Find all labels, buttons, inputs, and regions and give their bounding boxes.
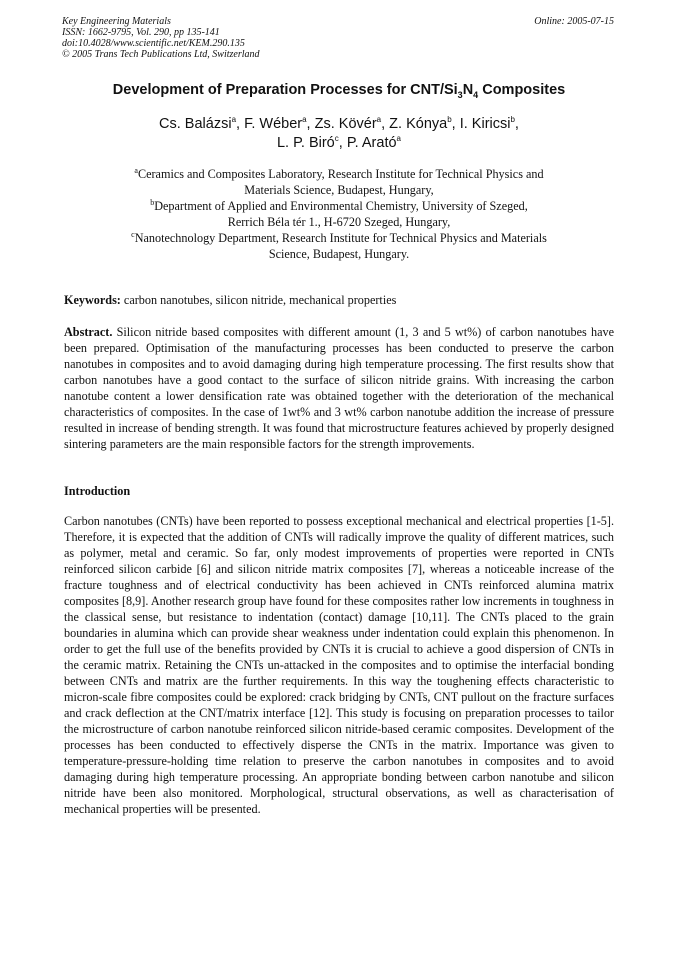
- affiliation-c: [64, 230, 614, 262]
- keywords-text: carbon nanotubes, silicon nitride, mechanical properties: [120, 293, 397, 307]
- affil-line: Nanotechnology Department, Research Institute for Technical Physics and Materials: [134, 231, 547, 245]
- abstract-label: Abstract.: [64, 325, 113, 339]
- author-affil-mark: a: [302, 115, 307, 125]
- title-subscript: 3: [457, 89, 463, 100]
- affil-mark: b: [150, 197, 155, 207]
- author-separator: ,: [514, 116, 519, 132]
- abstract-text: Silicon nitride based composites with different amount (1, 3 and 5 wt%) of carbon nanotubes have been prepared. Optimisation of the manufacturing processes has been conducted to preserve the carbon nanotubes in composites and to avoid damaging during high temperature processing. The first results show that carbon nanotubes have a good contact to the surface of silicon nitride grains. With increasing the carbon nanotube content a lower densification rate was obtained together with the deterioration of the mechanical characteristics of composites. In the case of 1wt% and 3 wt% carbon nanotube addition the increase of pressure resulted in increase of bending strength. It was found that microstructure features achieved by properly designed sintering parameters are the main responsible factors for the strength improvements.: [64, 325, 614, 451]
- author-affil-mark: a: [396, 134, 401, 144]
- author-name: , Z. Kónya: [381, 116, 448, 132]
- title-part: Composites: [478, 82, 566, 98]
- author-name: , Zs. Kövér: [306, 116, 377, 132]
- author-affil-mark: b: [510, 115, 515, 125]
- affil-mark: a: [134, 165, 138, 175]
- paper-title: [0, 81, 678, 99]
- journal-name: Key Engineering Materials: [62, 16, 171, 27]
- doi-line: doi:10.4028/www.scientific.net/KEM.290.135: [62, 38, 245, 49]
- affil-line: Materials Science, Budapest, Hungary,: [244, 183, 434, 197]
- online-date: Online: 2005-07-15: [534, 16, 614, 27]
- introduction-heading: Introduction: [64, 484, 131, 498]
- affil-line: Rerrich Béla tér 1., H-6720 Szeged, Hungary,: [227, 215, 451, 229]
- journal-header: [62, 16, 260, 60]
- issn-line: ISSN: 1662-9795, Vol. 290, pp 135-141: [62, 27, 220, 38]
- author-affil-mark: c: [334, 134, 339, 144]
- title-part: Development of Preparation Processes for CNT/Si: [112, 82, 458, 98]
- affiliation-a: [64, 166, 614, 198]
- author-affil-mark: a: [231, 115, 237, 125]
- abstract: [64, 324, 614, 452]
- author-affil-mark: b: [447, 115, 452, 125]
- copyright-line: © 2005 Trans Tech Publications Ltd, Switzerland: [62, 49, 260, 60]
- author-affil-mark: a: [376, 115, 382, 125]
- author-line-2: [0, 134, 678, 153]
- author-name: L. P. Biró: [276, 135, 335, 151]
- title-subscript: 4: [473, 89, 479, 100]
- affiliation-b: [64, 198, 614, 230]
- author-name: , I. Kiricsi: [451, 116, 511, 132]
- affil-line: Department of Applied and Environmental Chemistry, University of Szeged,: [154, 199, 528, 213]
- introduction-text: Carbon nanotubes (CNTs) have been reported to possess exceptional mechanical and electrical properties [1-5]. Therefore, it is expected that the addition of CNTs will radically improve the quality of different matrices, such as polymer, metal and ceramic. So far, only modest improvements of properties were reported in CNTs reinforced silicon carbide [6] and silicon nitride matrix composites [7], whereas a noticeable increase of the fracture toughness and of electrical conductivity has been achieved in CNTs reinforced alumina matrix composites [8,9]. Another research group have found for these composites rather low increments in toughness in the classical sense, but resistance to indentation (contact) damage [10,11]. The CNTs placed to the grain boundaries in alumina which can provide shear weakness under indentation could explain this phenomenon. In order to get the full use of the benefits provided by CNTs it is crucial to achieve a good dispersion of CNTs in the ceramic matrix. Retaining the CNTs un-attacked in the composites and to optimise the interfacial bonding between CNTs and matrix are the further requirements. In this way the toughening effects characteristic to micron-scale fibre composites could be explored: crack bridging by CNTs, CNT pullout on the fracture surfaces and crack deflection at the CNT/matrix interface [12]. This study is focusing on preparation processes to tailor the microstructure of carbon nanotube reinforced silicon nitride-based ceramic composites. Development of the processes has been conducted to effectively disperse the CNTs in the matrix. Importance was given to temperature-pressure-holding time relation to preserve the carbon nanotubes in composites and to avoid damaging during high temperature processing. An appropriate bonding between carbon nanotube and silicon nitride have been also monitored. Morphological, structural observations, as well as characterisation of mechanical properties will be presented.: [64, 514, 614, 816]
- author-line-1: [0, 115, 678, 134]
- keywords-label: Keywords:: [64, 293, 121, 307]
- affiliations: [64, 166, 614, 262]
- author-list: [0, 115, 678, 153]
- title-part: N: [462, 82, 474, 98]
- affil-mark: c: [131, 229, 135, 239]
- author-name: , F. Wéber: [236, 116, 303, 132]
- author-name: , P. Arató: [338, 135, 397, 151]
- affil-line: Science, Budapest, Hungary.: [268, 247, 410, 261]
- author-name: Cs. Balázsi: [159, 116, 232, 132]
- keywords: [64, 292, 614, 308]
- affil-line: Ceramics and Composites Laboratory, Research Institute for Technical Physics and: [137, 167, 544, 181]
